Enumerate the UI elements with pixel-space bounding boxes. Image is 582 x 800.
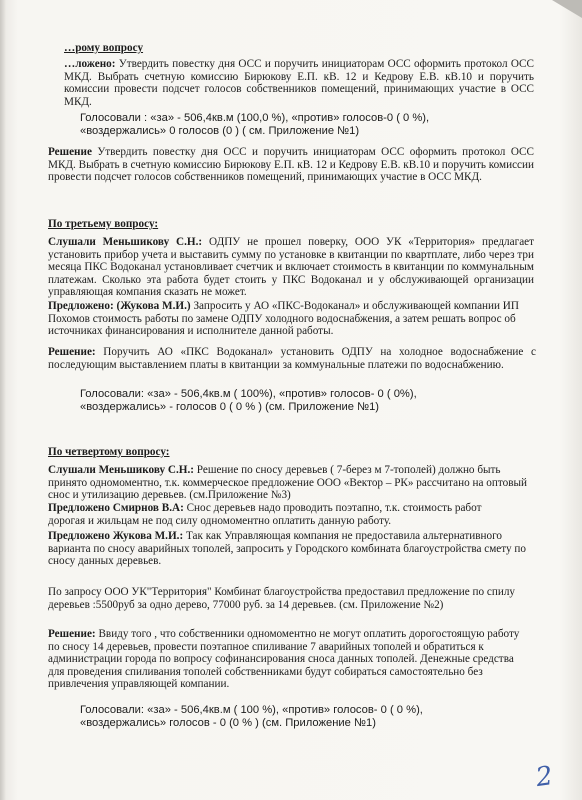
q4-decision-text: Ввиду того , что собственники одномоментно не могут оплатить дорогостоящую работу по сносу 14 деревьев, провести поэтапное спиливание 7 аварийных тополей и обратиться к администрации города по вопросу софинансирования сноса данных тополей. Денежные средства для проведения спиливания тополей собственниками будут собираться самостоятельно без привлечения управляющей компании. [48, 628, 520, 691]
q3-proposed-text: Запросить у АО «ПКС-Водоканал» и обслуживающей компании ИП Похомов стоимость работы по замене ОДПУ холодного водоснабжения, а затем решать вопрос об источниках финансирования и исполнителе данной работы. [48, 300, 519, 338]
scan-shadow [0, 0, 6, 800]
q2-proposed [64, 58, 534, 108]
q4-vote-line2: «воздержались» голосов - 0 (0 % ) (см. Приложение №1) [80, 716, 376, 729]
q3-proposed-label: Предложено: (Жукова М.И.) [48, 300, 191, 312]
q2-proposed-text: Утвердить повестку дня ОСС и поручить инициаторам ОСС оформить протокол ОСС МКД. Выбрать счетную комиссию Бирюкову Е.П. кВ. 12 и Кедрову Е.В. кВ.10 и поручить комиссии провести подсчет голосов собственников помещений, принимающих участие в ОСС МКД. [64, 58, 534, 108]
q3-decision [48, 346, 536, 371]
handwritten-page-number: 2 [533, 760, 555, 794]
q3-proposed [48, 300, 534, 338]
q4-heard-text: Решение по сносу деревьев ( 7-берез м 7-тополей) должно быть принято одномоментно, т.к. коммерческое предложение ООО «Вектор – РК» рассчитано на оптовый снос и утилизацию деревьев. (см.Приложение №3) [48, 464, 527, 502]
q3-vote-line1: Голосовали: «за» - 506,4кв.м ( 100%), «против» голосов- 0 ( 0%), [80, 388, 417, 400]
q2-decision-label: Решение [48, 146, 92, 158]
q4-proposed1-text: Снос деревьев надо проводить поэтапно, т.к. стоимость работ дорогая и жильцам не под силу одномоментно оплатить данную работу. [48, 502, 482, 527]
q3-heard [48, 236, 534, 299]
q3-vote-line2: «воздержались» - голосов 0 ( 0 % ) (см. Приложение №1) [80, 400, 380, 413]
q2-vote [80, 112, 429, 137]
q2-vote-line1: Голосовали : «за» - 506,4кв.м (100,0 %), «против» голосов-0 ( 0 %), [80, 112, 430, 124]
q4-request: По запросу ООО УК"Территория" Комбинат благоустройства предоставил предложение по спилу деревьев :5500руб за одно дерево, 77000 руб. за 14 деревьев. (см. Приложение №2) [48, 586, 516, 611]
q4-heard-label: Слушали Меньшикову С.Н.: [48, 464, 194, 476]
q3-decision-text: Поручить АО «ПКС Водоканал» установить ОДПУ на холодное водоснабжение с последующим выставлением платы в квитанции за коммунальные платежи по водоснабжению. [48, 346, 536, 371]
q3-heard-label: Слушали Меньшикову С.Н.: [48, 236, 203, 248]
q3-heading: По третьему вопросу: [48, 218, 159, 230]
q4-proposed-zhukova [48, 530, 528, 568]
q2-decision-text: Утвердить повестку дня ОСС и поручить инициаторам ОСС оформить протокол ОСС МКД. Выбрать в счетную комиссию Бирюкову Е.П. кВ. 12 и Кедрову Е.В. кВ.10 и поручить комиссии провести подсчет голосов собственников помещений, принимающих участие в ОСС МКД. [48, 146, 534, 184]
q2-proposed-label: …ложено: [64, 58, 116, 70]
q2-vote-line2: «воздержались» 0 голосов (0 ) ( см. Приложение №1) [80, 124, 360, 137]
q4-decision-label: Решение: [48, 628, 96, 640]
q3-heard-text: ОДПУ не прошел поверку, ООО УК «Территория» предлагает установить прибор учета и выставить сумму по установке в квитанции по квартплате, либо через три месяца ПКС Водоканал установливает счетчик и включает стоимость в квитанции по коммунальным платежам. Сколько эта работа будет стоить у ПКС Водоканал и у обслуживающей организации управляющая компания сказать не может. [48, 236, 535, 299]
q4-vote-line1: Голосовали: «за» - 506,4кв.м ( 100 %), «против» голосов- 0 ( 0 %), [80, 704, 423, 716]
folded-corner [552, 0, 582, 18]
q3-vote [80, 388, 417, 413]
q2-decision [48, 146, 534, 184]
q4-proposed2-text: Так как Управляющая компания не предоставила альтернативного варианта по сносу аварийных тополей, запросить у Городского комбината благоустройства смету по сносу данных деревьев. [48, 530, 526, 568]
q4-proposed1-label: Предложено Смирнов В.А: [48, 502, 184, 514]
q4-decision [48, 628, 520, 691]
q4-heading: По четвертому вопросу: [48, 446, 170, 458]
q2-heading: …рому вопросу [64, 42, 144, 54]
q4-proposed-smirnov [48, 502, 518, 527]
q3-decision-label: Решение: [48, 346, 96, 358]
q4-heard [48, 464, 538, 502]
q4-proposed2-label: Предложено Жукова М.И.: [48, 530, 184, 542]
q4-vote [80, 704, 423, 729]
